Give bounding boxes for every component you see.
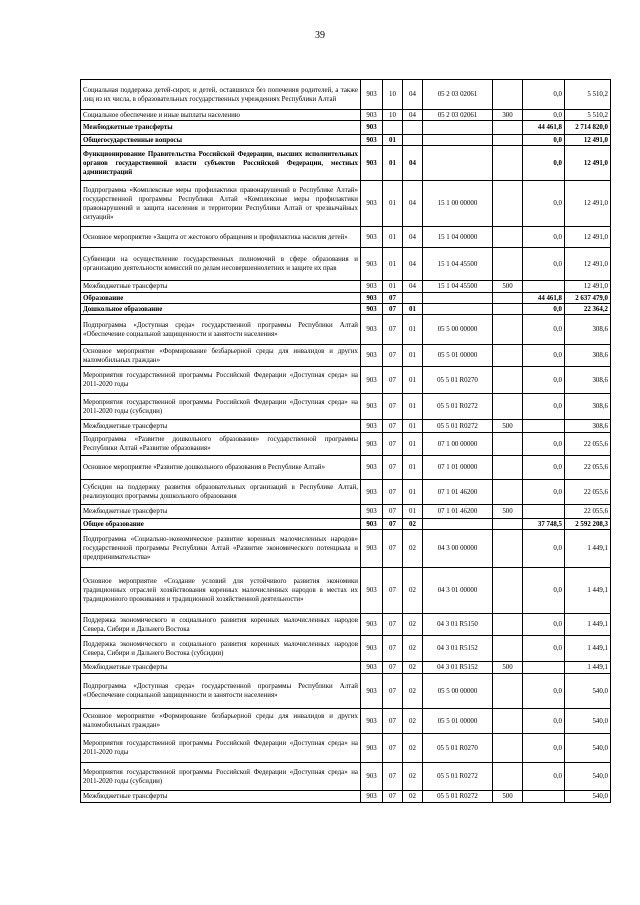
row-value-1: 0,0: [523, 709, 565, 734]
row-section-code: 07: [383, 530, 403, 568]
row-org-code: 903: [361, 505, 383, 519]
row-name: Мероприятия государственной программы Российской Федерации «Доступная среда» на 2011-2020 годы (субсидии): [81, 394, 361, 420]
row-target-article: [423, 293, 493, 304]
row-target-article: 07 1 00 00000: [423, 433, 493, 456]
row-subsection-code: 04: [403, 146, 423, 181]
row-expense-type: [493, 734, 523, 763]
row-value-1: 0,0: [523, 480, 565, 505]
row-name: Дошкольное образование: [81, 304, 361, 315]
row-expense-type: [493, 135, 523, 146]
row-expense-type: 500: [493, 420, 523, 433]
row-expense-type: [493, 763, 523, 791]
row-expense-type: [493, 293, 523, 304]
row-value-2: 540,0: [565, 763, 611, 791]
row-value-2: 12 491,0: [565, 227, 611, 248]
row-name: Субсидии на поддержку развития образовательных организаций в Республике Алтай, реализующих программы дошкольного образования: [81, 480, 361, 505]
row-target-article: [423, 135, 493, 146]
row-name: Общегосударственные вопросы: [81, 135, 361, 146]
row-expense-type: 500: [493, 791, 523, 803]
row-value-2: 1 449,1: [565, 530, 611, 568]
row-expense-type: [493, 674, 523, 709]
row-expense-type: [493, 227, 523, 248]
row-subsection-code: 02: [403, 519, 423, 530]
row-name: Подпрограмма «Доступная среда» государственной программы Республики Алтай «Обеспечение социальной защищенности и занятости населения»: [81, 315, 361, 345]
row-section-code: 07: [383, 456, 403, 480]
row-value-2: 2 592 208,3: [565, 519, 611, 530]
row-value-1: 0,0: [523, 530, 565, 568]
table-row: [81, 662, 611, 674]
row-value-2: 540,0: [565, 674, 611, 709]
row-section-code: 07: [383, 614, 403, 636]
row-section-code: 07: [383, 345, 403, 367]
row-name: Основное мероприятие «Развитие дошкольного образования в Республике Алтай»: [81, 456, 361, 480]
row-value-1: 0,0: [523, 146, 565, 181]
table-row: [81, 80, 611, 110]
row-subsection-code: 01: [403, 456, 423, 480]
table-row: [81, 614, 611, 636]
row-section-code: 01: [383, 227, 403, 248]
row-value-2: 5 510,2: [565, 80, 611, 110]
table-row: [81, 121, 611, 135]
table-row: [81, 674, 611, 709]
table-row: [81, 530, 611, 568]
row-org-code: 903: [361, 433, 383, 456]
row-value-2: 308,6: [565, 315, 611, 345]
table-row: [81, 135, 611, 146]
row-subsection-code: 04: [403, 281, 423, 293]
row-value-1: [523, 281, 565, 293]
row-expense-type: 500: [493, 505, 523, 519]
row-name: Подпрограмма «Комплексные меры профилактики правонарушений в Республике Алтай» государственной программы Республики Алтай «Комплексные меры профилактики правонарушений и защита населения и территории Республики Алтай от чрезвычайных ситуаций»: [81, 181, 361, 227]
table-row: [81, 293, 611, 304]
row-subsection-code: [403, 121, 423, 135]
row-value-2: 1 449,1: [565, 662, 611, 674]
row-name: Субвенции на осуществление государственных полномочий в сфере образования и организацию деятельности комиссий по делам несовершеннолетних и защите их прав: [81, 248, 361, 281]
row-expense-type: [493, 568, 523, 614]
row-subsection-code: [403, 135, 423, 146]
row-section-code: 07: [383, 709, 403, 734]
row-subsection-code: 01: [403, 505, 423, 519]
row-org-code: 903: [361, 304, 383, 315]
table-row: [81, 304, 611, 315]
row-subsection-code: 01: [403, 420, 423, 433]
table-row: [81, 763, 611, 791]
row-subsection-code: 02: [403, 568, 423, 614]
table-row: [81, 433, 611, 456]
row-org-code: 903: [361, 367, 383, 394]
row-org-code: 903: [361, 709, 383, 734]
row-expense-type: [493, 367, 523, 394]
row-name: Основное мероприятие «Формирование безбарьерной среды для инвалидов и других маломобильных граждан»: [81, 345, 361, 367]
row-name: Функционирование Правительства Российской Федерации, высших исполнительных органов государственной власти субъектов Российской Федерации, местных администраций: [81, 146, 361, 181]
row-expense-type: [493, 315, 523, 345]
table-row: [81, 420, 611, 433]
row-subsection-code: 02: [403, 614, 423, 636]
row-name: Образование: [81, 293, 361, 304]
row-section-code: 01: [383, 181, 403, 227]
row-subsection-code: 01: [403, 315, 423, 345]
row-section-code: 01: [383, 135, 403, 146]
row-subsection-code: 02: [403, 674, 423, 709]
row-section-code: [383, 121, 403, 135]
row-value-1: 0,0: [523, 227, 565, 248]
row-section-code: 10: [383, 110, 403, 121]
row-target-article: 07 1 01 00000: [423, 456, 493, 480]
row-subsection-code: 04: [403, 248, 423, 281]
row-value-1: 0,0: [523, 135, 565, 146]
row-value-2: 12 491,0: [565, 146, 611, 181]
row-value-2: 12 491,0: [565, 181, 611, 227]
row-name: Поддержка экономического и социального развития коренных малочисленных народов Севера, Сибири и Дальнего Востока: [81, 614, 361, 636]
row-value-1: 0,0: [523, 248, 565, 281]
row-org-code: 903: [361, 674, 383, 709]
row-name: Основное мероприятие «Защита от жестокого обращения и профилактика насилия детей»: [81, 227, 361, 248]
table-row: [81, 505, 611, 519]
row-section-code: 07: [383, 519, 403, 530]
row-target-article: 05 2 03 02061: [423, 80, 493, 110]
row-org-code: 903: [361, 110, 383, 121]
row-org-code: 903: [361, 248, 383, 281]
row-org-code: 903: [361, 394, 383, 420]
row-expense-type: [493, 709, 523, 734]
row-section-code: 07: [383, 568, 403, 614]
row-value-2: 308,6: [565, 367, 611, 394]
row-target-article: [423, 519, 493, 530]
row-name: Межбюджетные трансферты: [81, 420, 361, 433]
row-expense-type: [493, 394, 523, 420]
row-section-code: 07: [383, 480, 403, 505]
row-target-article: 05 5 00 00000: [423, 315, 493, 345]
row-section-code: 07: [383, 433, 403, 456]
row-expense-type: 500: [493, 662, 523, 674]
row-target-article: 04 3 01 R5152: [423, 662, 493, 674]
row-value-2: 1 449,1: [565, 614, 611, 636]
row-org-code: 903: [361, 121, 383, 135]
row-section-code: 01: [383, 146, 403, 181]
row-name: Межбюджетные трансферты: [81, 505, 361, 519]
row-org-code: 903: [361, 614, 383, 636]
row-target-article: [423, 304, 493, 315]
row-name: Межбюджетные трансферты: [81, 791, 361, 803]
row-target-article: 04 3 00 00000: [423, 530, 493, 568]
row-org-code: 903: [361, 420, 383, 433]
row-expense-type: [493, 80, 523, 110]
row-org-code: 903: [361, 80, 383, 110]
row-expense-type: [493, 304, 523, 315]
row-subsection-code: 04: [403, 80, 423, 110]
row-value-1: 0,0: [523, 734, 565, 763]
row-section-code: 10: [383, 80, 403, 110]
table-row: [81, 791, 611, 803]
row-org-code: 903: [361, 135, 383, 146]
row-value-1: 0,0: [523, 674, 565, 709]
row-target-article: 07 1 01 46200: [423, 480, 493, 505]
row-org-code: 903: [361, 568, 383, 614]
row-value-1: 0,0: [523, 110, 565, 121]
row-section-code: 07: [383, 791, 403, 803]
table-row: [81, 709, 611, 734]
row-value-1: [523, 791, 565, 803]
row-org-code: 903: [361, 146, 383, 181]
row-section-code: 07: [383, 763, 403, 791]
row-subsection-code: 02: [403, 530, 423, 568]
row-subsection-code: 02: [403, 734, 423, 763]
row-org-code: 903: [361, 734, 383, 763]
row-org-code: 903: [361, 662, 383, 674]
row-value-1: 0,0: [523, 636, 565, 662]
row-value-2: 1 449,1: [565, 568, 611, 614]
table-row: [81, 248, 611, 281]
row-org-code: 903: [361, 293, 383, 304]
row-section-code: 07: [383, 293, 403, 304]
row-subsection-code: 04: [403, 110, 423, 121]
row-section-code: 07: [383, 662, 403, 674]
row-org-code: 903: [361, 456, 383, 480]
table-row: [81, 568, 611, 614]
table-row: [81, 394, 611, 420]
row-expense-type: [493, 121, 523, 135]
row-target-article: 05 5 01 R0272: [423, 420, 493, 433]
row-target-article: 05 5 01 R0272: [423, 394, 493, 420]
row-org-code: 903: [361, 530, 383, 568]
row-value-1: 37 748,5: [523, 519, 565, 530]
row-name: Общее образование: [81, 519, 361, 530]
row-value-1: [523, 420, 565, 433]
row-value-2: 22 055,6: [565, 456, 611, 480]
row-value-1: 0,0: [523, 456, 565, 480]
row-target-article: 15 1 00 00000: [423, 181, 493, 227]
table-row: [81, 110, 611, 121]
row-value-1: 0,0: [523, 394, 565, 420]
row-subsection-code: 02: [403, 662, 423, 674]
row-subsection-code: 01: [403, 433, 423, 456]
row-name: Мероприятия государственной программы Российской Федерации «Доступная среда» на 2011-2020 годы: [81, 367, 361, 394]
row-value-2: 12 491,0: [565, 248, 611, 281]
row-value-1: 0,0: [523, 304, 565, 315]
budget-table: [80, 79, 611, 803]
row-subsection-code: [403, 293, 423, 304]
row-value-1: 0,0: [523, 568, 565, 614]
row-section-code: 07: [383, 315, 403, 345]
row-target-article: 15 1 04 45500: [423, 248, 493, 281]
row-section-code: 07: [383, 505, 403, 519]
row-value-1: 0,0: [523, 367, 565, 394]
row-value-2: 22 055,6: [565, 505, 611, 519]
row-expense-type: 300: [493, 110, 523, 121]
row-org-code: 903: [361, 791, 383, 803]
row-name: Основное мероприятие «Создание условий для устойчивого развития экономики традиционных отраслей хозяйствования коренных малочисленных народов в местах их традиционного проживания и традиционной хозяйственной деятельности»: [81, 568, 361, 614]
row-expense-type: [493, 456, 523, 480]
row-target-article: 05 5 00 00000: [423, 674, 493, 709]
row-value-2: 2 637 479,0: [565, 293, 611, 304]
table-row: [81, 519, 611, 530]
table-row: [81, 315, 611, 345]
row-name: Социальная поддержка детей-сирот, и детей, оставшихся без попечения родителей, а также лиц из их числа, в образовательных государственных учреждениях Республики Алтай: [81, 80, 361, 110]
table-row: [81, 456, 611, 480]
row-expense-type: [493, 519, 523, 530]
row-section-code: 07: [383, 367, 403, 394]
row-name: Подпрограмма «Социально-экономическое развитие коренных малочисленных народов» государственной программы Республики Алтай «Развитие экономического потенциала и предпринимательства»: [81, 530, 361, 568]
row-target-article: 05 5 01 R0270: [423, 367, 493, 394]
row-subsection-code: 01: [403, 394, 423, 420]
row-value-2: 5 510,2: [565, 110, 611, 121]
row-target-article: 04 3 01 R5152: [423, 636, 493, 662]
row-name: Межбюджетные трансферты: [81, 121, 361, 135]
row-section-code: 07: [383, 636, 403, 662]
table-row: [81, 480, 611, 505]
row-target-article: 05 5 01 00000: [423, 709, 493, 734]
table-row: [81, 227, 611, 248]
row-value-1: 0,0: [523, 315, 565, 345]
row-value-1: [523, 505, 565, 519]
row-org-code: 903: [361, 181, 383, 227]
row-value-2: 308,6: [565, 420, 611, 433]
row-expense-type: [493, 345, 523, 367]
row-value-2: 2 714 820,0: [565, 121, 611, 135]
table-row: [81, 636, 611, 662]
row-subsection-code: 01: [403, 345, 423, 367]
row-target-article: [423, 121, 493, 135]
row-org-code: 903: [361, 345, 383, 367]
row-target-article: 04 3 01 00000: [423, 568, 493, 614]
row-target-article: 05 5 01 R0270: [423, 734, 493, 763]
row-value-1: 0,0: [523, 345, 565, 367]
row-name: Мероприятия государственной программы Российской Федерации «Доступная среда» на 2011-2020 годы: [81, 734, 361, 763]
row-value-2: 540,0: [565, 791, 611, 803]
row-subsection-code: 01: [403, 367, 423, 394]
row-section-code: 01: [383, 281, 403, 293]
row-value-1: 0,0: [523, 181, 565, 227]
row-target-article: 04 3 01 R5150: [423, 614, 493, 636]
table-row: [81, 367, 611, 394]
row-value-2: 1 449,1: [565, 636, 611, 662]
row-value-2: 540,0: [565, 709, 611, 734]
row-value-2: 308,6: [565, 345, 611, 367]
row-subsection-code: 01: [403, 480, 423, 505]
row-section-code: 07: [383, 734, 403, 763]
row-value-1: 0,0: [523, 763, 565, 791]
table-row: [81, 345, 611, 367]
row-name: Поддержка экономического и социального развития коренных малочисленных народов Севера, Сибири и Дальнего Востока (субсидии): [81, 636, 361, 662]
row-expense-type: [493, 248, 523, 281]
row-subsection-code: 02: [403, 791, 423, 803]
row-section-code: 07: [383, 674, 403, 709]
row-name: Межбюджетные трансферты: [81, 662, 361, 674]
row-target-article: 05 5 01 R0272: [423, 791, 493, 803]
row-expense-type: [493, 433, 523, 456]
row-section-code: 07: [383, 304, 403, 315]
row-subsection-code: 04: [403, 227, 423, 248]
row-target-article: 05 5 01 00000: [423, 345, 493, 367]
row-org-code: 903: [361, 315, 383, 345]
table-row: [81, 734, 611, 763]
row-value-1: 0,0: [523, 80, 565, 110]
row-subsection-code: 02: [403, 763, 423, 791]
row-subsection-code: 04: [403, 181, 423, 227]
row-subsection-code: 02: [403, 636, 423, 662]
row-section-code: 07: [383, 420, 403, 433]
row-target-article: 15 1 04 00000: [423, 227, 493, 248]
row-name: Подпрограмма «Доступная среда» государственной программы Республики Алтай «Обеспечение социальной защищенности и занятости населения»: [81, 674, 361, 709]
row-expense-type: [493, 530, 523, 568]
row-value-1: 44 461,8: [523, 293, 565, 304]
row-expense-type: [493, 480, 523, 505]
row-org-code: 903: [361, 519, 383, 530]
row-name: Межбюджетные трансферты: [81, 281, 361, 293]
row-target-article: 05 5 01 R0272: [423, 763, 493, 791]
row-name: Социальное обеспечение и иные выплаты населению: [81, 110, 361, 121]
row-expense-type: [493, 636, 523, 662]
row-target-article: [423, 146, 493, 181]
row-value-2: 308,6: [565, 394, 611, 420]
row-target-article: 05 2 03 02061: [423, 110, 493, 121]
row-org-code: 903: [361, 636, 383, 662]
row-org-code: 903: [361, 281, 383, 293]
row-org-code: 903: [361, 480, 383, 505]
row-value-1: 0,0: [523, 433, 565, 456]
table-row: [81, 181, 611, 227]
row-target-article: 15 1 04 45500: [423, 281, 493, 293]
page-number: 39: [315, 30, 325, 41]
row-expense-type: [493, 181, 523, 227]
row-expense-type: [493, 614, 523, 636]
row-name: Мероприятия государственной программы Российской Федерации «Доступная среда» на 2011-2020 годы (субсидии): [81, 763, 361, 791]
row-value-2: 12 491,0: [565, 281, 611, 293]
row-value-1: 0,0: [523, 614, 565, 636]
row-expense-type: [493, 146, 523, 181]
row-expense-type: 500: [493, 281, 523, 293]
row-target-article: 07 1 01 46200: [423, 505, 493, 519]
row-section-code: 07: [383, 394, 403, 420]
row-value-2: 22 055,6: [565, 480, 611, 505]
table-row: [81, 281, 611, 293]
row-value-2: 22 364,2: [565, 304, 611, 315]
row-value-2: 22 055,6: [565, 433, 611, 456]
row-value-2: 540,0: [565, 734, 611, 763]
row-org-code: 903: [361, 227, 383, 248]
row-section-code: 01: [383, 248, 403, 281]
row-org-code: 903: [361, 763, 383, 791]
row-value-1: 44 461,8: [523, 121, 565, 135]
row-value-2: 12 491,0: [565, 135, 611, 146]
row-name: Основное мероприятие «Формирование безбарьерной среды для инвалидов и других маломобильных граждан»: [81, 709, 361, 734]
row-value-1: [523, 662, 565, 674]
row-name: Подпрограмма «Развитие дошкольного образования» государственной программы Республики Алтай «Развитие образования»: [81, 433, 361, 456]
row-subsection-code: 01: [403, 304, 423, 315]
row-subsection-code: 02: [403, 709, 423, 734]
table-row: [81, 146, 611, 181]
